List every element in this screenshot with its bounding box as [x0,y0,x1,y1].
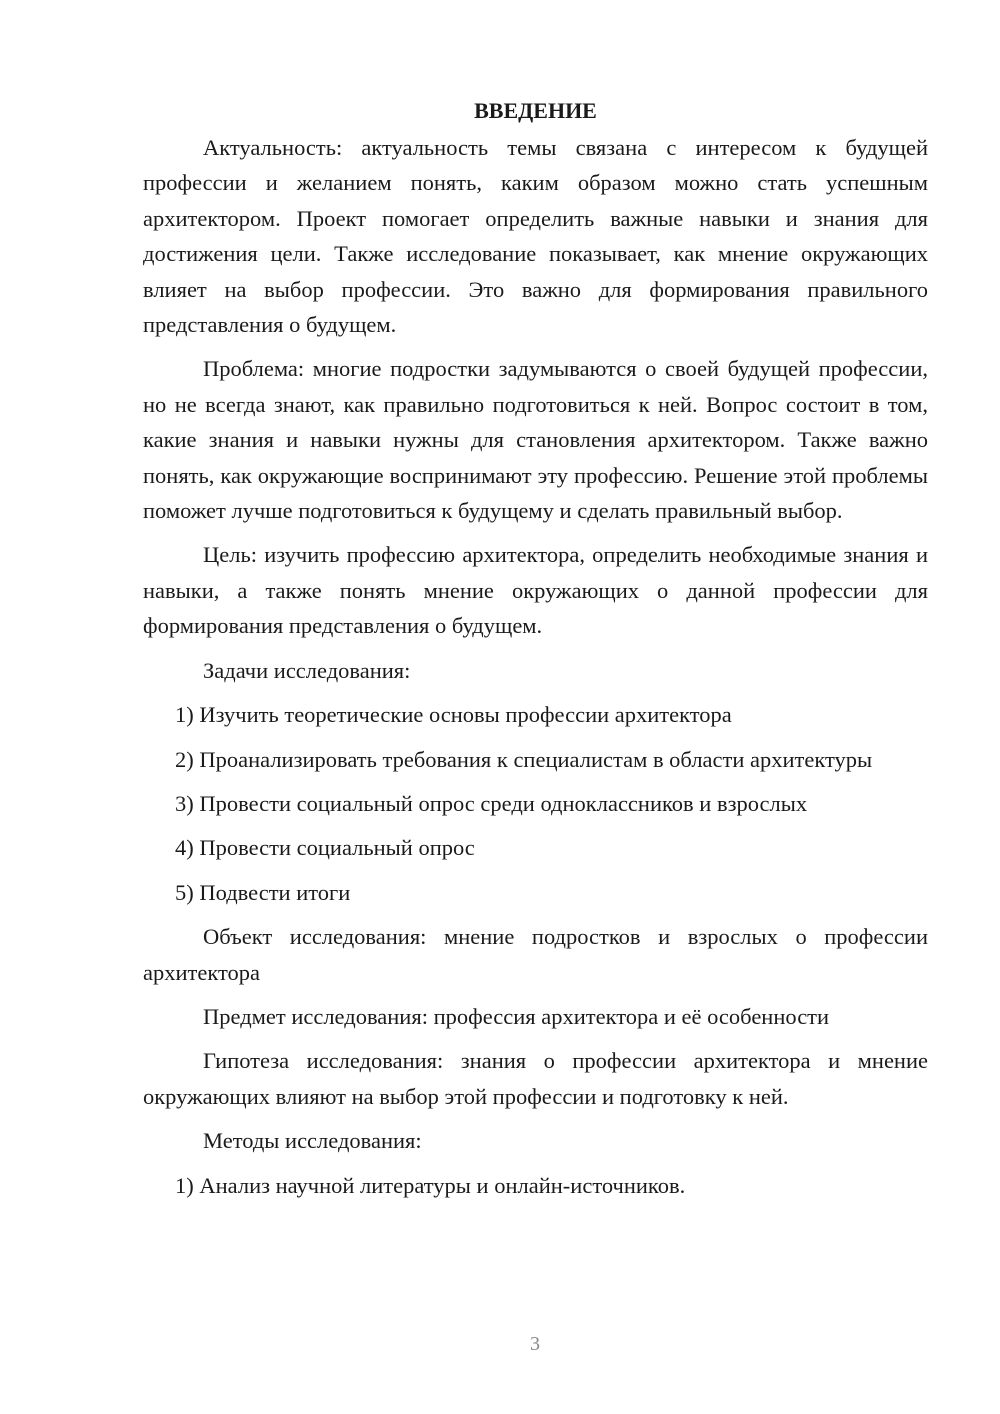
document-body [143,130,928,1203]
task-item-1: 1) Изучить теоретические основы профессии архитектора [175,702,732,728]
problem-paragraph: Проблема: многие подростки задумываются о своей будущей профессии, но не всегда знают, как правильно подготовиться к ней. Вопрос состоит в том, какие знания и навыки нужны для становления архитектором. Также важно понять, как окружающие воспринимают эту профессию. Решение этой проблемы поможет лучше подготовиться к будущему и сделать правильный выбор. [143,356,928,524]
section-title: ВВЕДЕНИЕ [474,98,597,123]
task-item-3: 3) Провести социальный опрос среди одноклассников и взрослых [175,790,808,816]
tasks-heading: Задачи исследования: [203,657,411,683]
document-page [143,96,928,1212]
task-item-5: 5) Подвести итоги [175,879,351,905]
method-item-1: 1) Анализ научной литературы и онлайн-источников. [175,1172,686,1198]
goal-paragraph: Цель: изучить профессию архитектора, определить необходимые знания и навыки, а также понять мнение окружающих о данной профессии для формирования представления о будущем. [143,542,928,639]
subject-paragraph: Предмет исследования: профессия архитектора и её особенности [203,1003,830,1029]
page-number: 3 [530,1333,540,1355]
task-item-2: 2) Проанализировать требования к специалистам в области архитектуры [175,746,873,772]
object-paragraph: Объект исследования: мнение подростков и взрослых о профессии архитектора [143,924,928,985]
hypothesis-paragraph: Гипотеза исследования: знания о профессии архитектора и мнение окружающих влияют на выбор этой профессии и подготовку к ней. [143,1048,928,1109]
methods-heading: Методы исследования: [203,1128,422,1154]
relevance-paragraph: Актуальность: актуальность темы связана с интересом к будущей профессии и желанием понять, каким образом можно стать успешным архитектором. Проект помогает определить важные навыки и знания для достижения цели. Также исследование показывает, как мнение окружающих влияет на выбор профессии. Это важно для формирования правильного представления о будущем. [143,135,928,338]
task-item-4: 4) Провести социальный опрос [175,835,475,861]
